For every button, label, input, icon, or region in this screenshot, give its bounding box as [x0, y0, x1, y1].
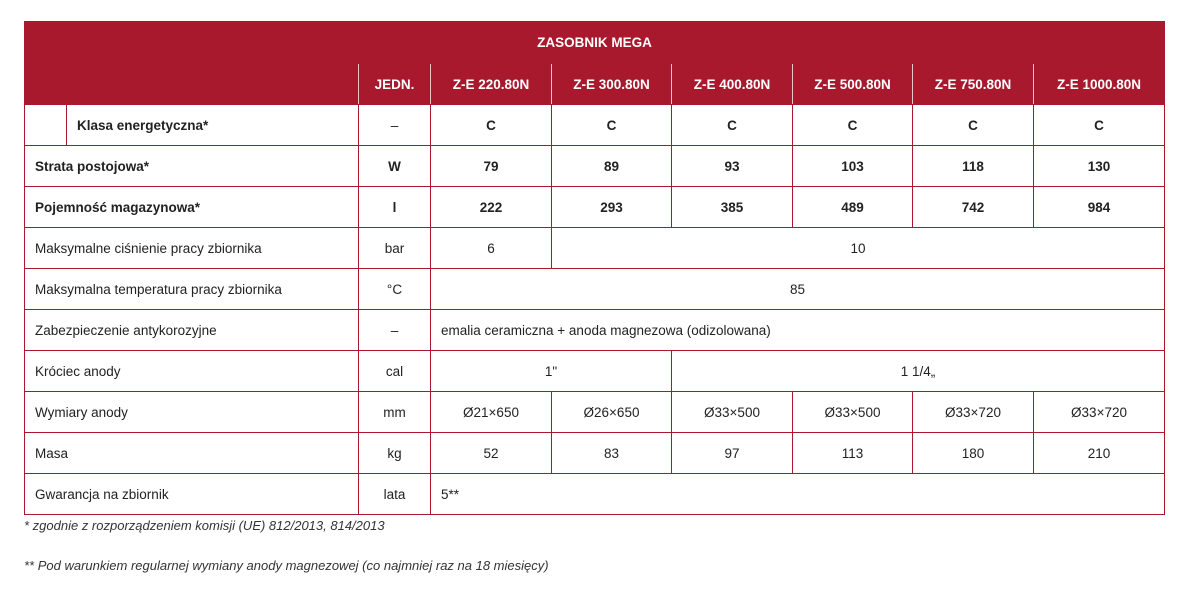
- row-label: Gwarancja na zbiornik: [25, 474, 359, 515]
- footnote-1: * zgodnie z rozporządzeniem komisji (UE) 812/2013, 814/2013: [24, 518, 385, 533]
- cell: C: [793, 105, 913, 146]
- row-unit: mm: [359, 392, 431, 433]
- row-unit: l: [359, 187, 431, 228]
- row-unit: lata: [359, 474, 431, 515]
- row-label: Klasa energetyczna*: [67, 105, 359, 146]
- cell-merged: 1 1/4„: [672, 351, 1165, 392]
- table-row-wymiary: [25, 392, 1165, 433]
- table-row-pojemnosc: [25, 187, 1165, 228]
- cell-merged: 85: [431, 269, 1165, 310]
- cell: 210: [1034, 433, 1165, 474]
- table-row-zabezpieczenie: [25, 310, 1165, 351]
- cell-merged: emalia ceramiczna + anoda magnezowa (odizolowana): [431, 310, 1165, 351]
- row-label: Maksymalne ciśnienie pracy zbiornika: [25, 228, 359, 269]
- header-blank: [25, 64, 359, 105]
- cell: 130: [1034, 146, 1165, 187]
- table-row-masa: [25, 433, 1165, 474]
- header-model: Z-E 220.80N: [431, 64, 552, 105]
- cell: C: [1034, 105, 1165, 146]
- cell: 180: [913, 433, 1034, 474]
- cell: C: [672, 105, 793, 146]
- row-unit: cal: [359, 351, 431, 392]
- table-title-row: [25, 22, 1165, 64]
- spec-table: [24, 21, 1165, 515]
- table-row-krociec: [25, 351, 1165, 392]
- cell: 52: [431, 433, 552, 474]
- cell: C: [431, 105, 552, 146]
- row-unit: W: [359, 146, 431, 187]
- row-label: Masa: [25, 433, 359, 474]
- row-unit: kg: [359, 433, 431, 474]
- indent-cell: [25, 105, 67, 146]
- cell-merged: 1": [431, 351, 672, 392]
- cell: 118: [913, 146, 1034, 187]
- cell: 984: [1034, 187, 1165, 228]
- row-label: Zabezpieczenie antykorozyjne: [25, 310, 359, 351]
- cell: 89: [552, 146, 672, 187]
- table-row-gwarancja: [25, 474, 1165, 515]
- cell-merged: 5**: [431, 474, 1165, 515]
- row-unit: –: [359, 105, 431, 146]
- cell: Ø33×720: [1034, 392, 1165, 433]
- cell: 6: [431, 228, 552, 269]
- cell: C: [913, 105, 1034, 146]
- cell: Ø26×650: [552, 392, 672, 433]
- cell: 79: [431, 146, 552, 187]
- cell: Ø33×500: [672, 392, 793, 433]
- table-row-klasa: [25, 105, 1165, 146]
- header-model: Z-E 400.80N: [672, 64, 793, 105]
- cell: 742: [913, 187, 1034, 228]
- cell: 97: [672, 433, 793, 474]
- row-unit: –: [359, 310, 431, 351]
- cell: 113: [793, 433, 913, 474]
- table-row-temperatura: [25, 269, 1165, 310]
- header-model: Z-E 500.80N: [793, 64, 913, 105]
- cell: 103: [793, 146, 913, 187]
- row-unit: bar: [359, 228, 431, 269]
- cell: 489: [793, 187, 913, 228]
- footnote-2: ** Pod warunkiem regularnej wymiany anody magnezowej (co najmniej raz na 18 miesięcy): [24, 558, 549, 573]
- header-model: Z-E 750.80N: [913, 64, 1034, 105]
- table-row-strata: [25, 146, 1165, 187]
- cell: 222: [431, 187, 552, 228]
- row-label: Strata postojowa*: [25, 146, 359, 187]
- table-title: ZASOBNIK MEGA: [25, 22, 1165, 64]
- cell-merged: 10: [552, 228, 1165, 269]
- cell: 293: [552, 187, 672, 228]
- table-header-row: [25, 64, 1165, 105]
- cell: Ø21×650: [431, 392, 552, 433]
- cell: 385: [672, 187, 793, 228]
- cell: Ø33×720: [913, 392, 1034, 433]
- cell: 83: [552, 433, 672, 474]
- header-unit: JEDN.: [359, 64, 431, 105]
- cell: C: [552, 105, 672, 146]
- row-label: Pojemność magazynowa*: [25, 187, 359, 228]
- row-unit: °C: [359, 269, 431, 310]
- cell: 93: [672, 146, 793, 187]
- row-label: Wymiary anody: [25, 392, 359, 433]
- cell: Ø33×500: [793, 392, 913, 433]
- header-model: Z-E 1000.80N: [1034, 64, 1165, 105]
- row-label: Maksymalna temperatura pracy zbiornika: [25, 269, 359, 310]
- row-label: Króciec anody: [25, 351, 359, 392]
- table-row-cisnienie: [25, 228, 1165, 269]
- header-model: Z-E 300.80N: [552, 64, 672, 105]
